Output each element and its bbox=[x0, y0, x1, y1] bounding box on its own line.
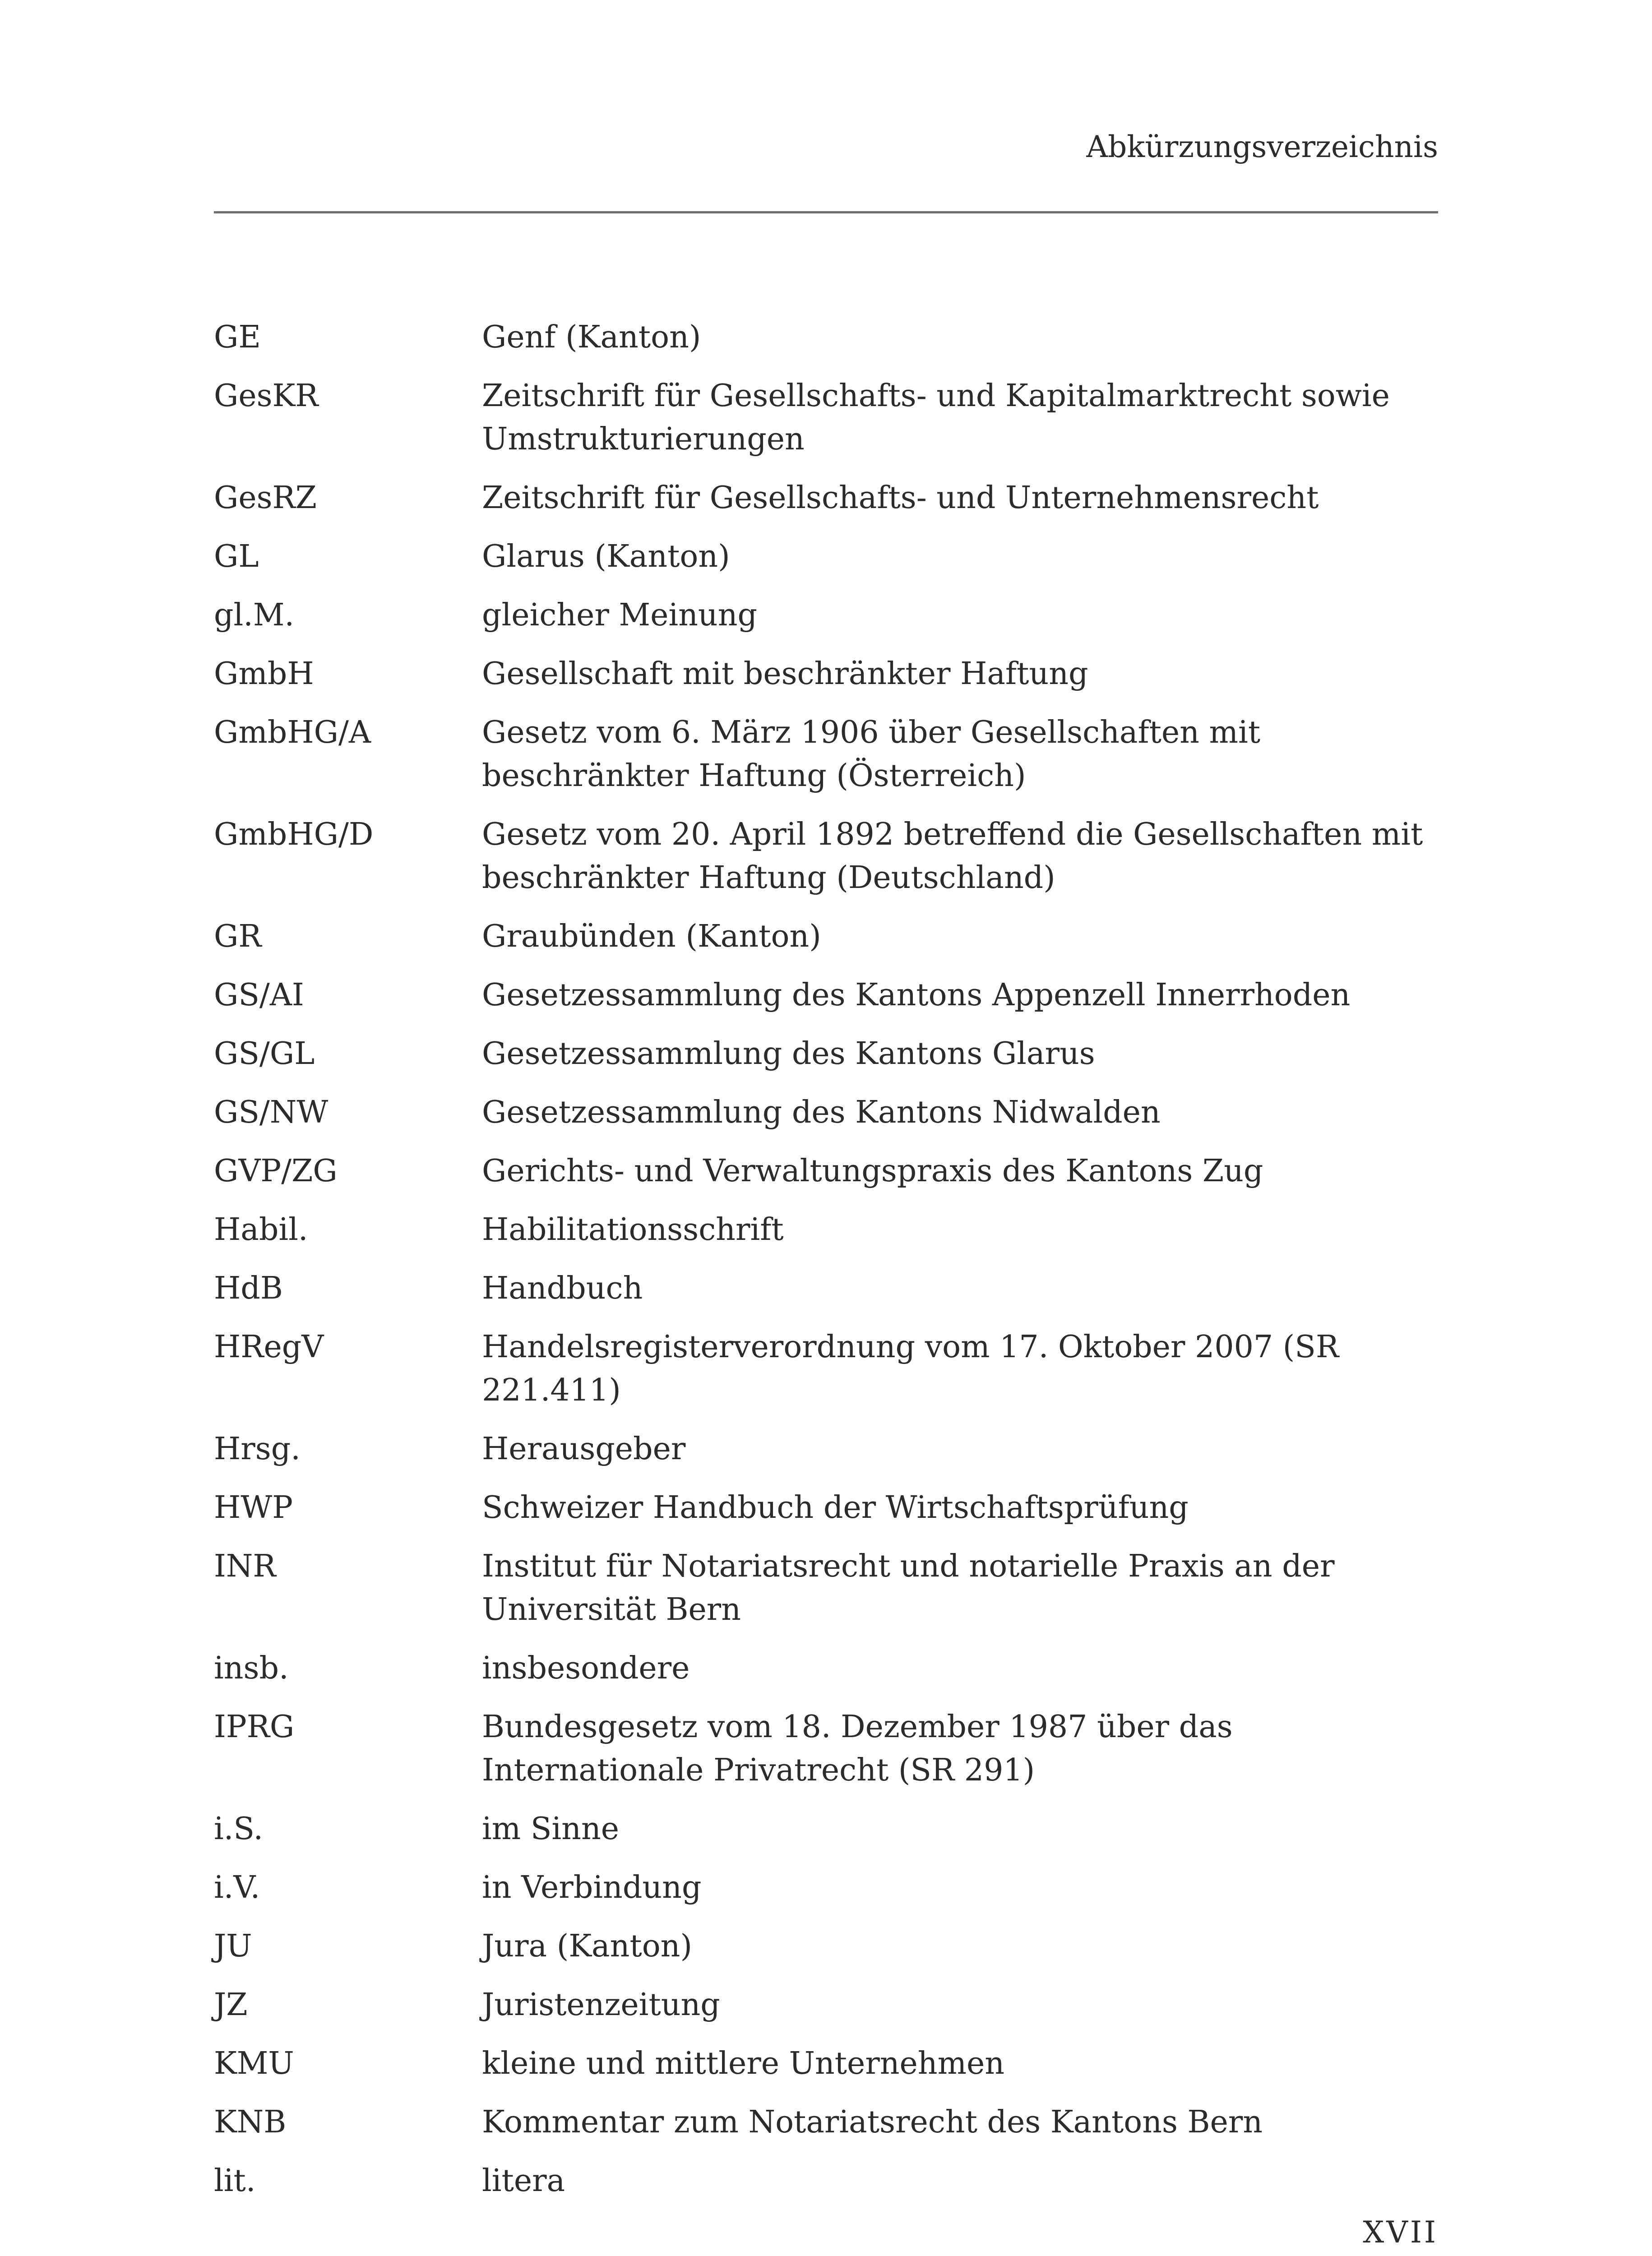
abbreviation: GS/NW bbox=[214, 1095, 329, 1130]
abbreviation-entry bbox=[214, 915, 1438, 958]
abbreviation-entry bbox=[214, 1091, 1438, 1134]
abbreviation-definition: litera bbox=[482, 2163, 565, 2199]
abbreviation: GL bbox=[214, 539, 259, 574]
abbreviation-entry bbox=[214, 652, 1438, 696]
abbreviation-definition: Graubünden (Kanton) bbox=[482, 919, 821, 954]
abbreviation: GmbHG/D bbox=[214, 817, 374, 852]
abbreviation: GR bbox=[214, 919, 262, 954]
abbreviation-entry bbox=[214, 1150, 1438, 1193]
abbreviation-definition: Gesellschaft mit beschränkter Haftung bbox=[482, 656, 1088, 692]
abbreviation-definition: Jura (Kanton) bbox=[482, 1928, 692, 1964]
abbreviation-entry bbox=[214, 316, 1438, 359]
abbreviation-definition: Juristenzeitung bbox=[482, 1987, 720, 2023]
abbreviation-entry bbox=[214, 374, 1438, 461]
abbreviation-entry bbox=[214, 711, 1438, 798]
abbreviation-definition: Zeitschrift für Gesellschafts- und Kapitalmarktrecht sowie Umstrukturierungen bbox=[482, 378, 1390, 457]
abbreviation-entry bbox=[214, 594, 1438, 637]
abbreviation-definition: in Verbindung bbox=[482, 1870, 702, 1905]
abbreviation-definition: Habilitationsschrift bbox=[482, 1212, 784, 1248]
abbreviation-entry bbox=[214, 1208, 1438, 1252]
abbreviation-definition: Handbuch bbox=[482, 1271, 643, 1306]
abbreviation-entry bbox=[214, 1486, 1438, 1530]
abbreviation-entry bbox=[214, 1545, 1438, 1632]
abbreviation-definition: Gesetzessammlung des Kantons Glarus bbox=[482, 1036, 1095, 1072]
abbreviation: GS/GL bbox=[214, 1036, 315, 1072]
abbreviation-entry bbox=[214, 2159, 1438, 2203]
abbreviation-definition: Gerichts- und Verwaltungspraxis des Kantons Zug bbox=[482, 1153, 1263, 1189]
abbreviation-definition: Gesetz vom 20. April 1892 betreffend die Gesellschaften mit beschränkter Haftung (Deutschland) bbox=[482, 817, 1423, 896]
abbreviation: insb. bbox=[214, 1650, 289, 1686]
abbreviation-entry bbox=[214, 1925, 1438, 1968]
abbreviation-definition: Handelsregisterverordnung vom 17. Oktober 2007 (SR 221.411) bbox=[482, 1329, 1339, 1408]
header-rule bbox=[214, 211, 1438, 213]
abbreviation: GmbH bbox=[214, 656, 314, 692]
abbreviation: lit. bbox=[214, 2163, 256, 2199]
abbreviation-entry bbox=[214, 2101, 1438, 2144]
abbreviation-entry bbox=[214, 1647, 1438, 1690]
abbreviation: JU bbox=[214, 1928, 252, 1964]
abbreviation-list bbox=[214, 316, 1438, 2218]
abbreviation: GesRZ bbox=[214, 480, 317, 516]
abbreviation: HWP bbox=[214, 1490, 293, 1526]
abbreviation-entry bbox=[214, 974, 1438, 1017]
abbreviation-definition: Genf (Kanton) bbox=[482, 319, 701, 355]
page-number: XVII bbox=[1363, 2215, 1438, 2250]
abbreviation-entry bbox=[214, 476, 1438, 520]
abbreviation-definition: Gesetzessammlung des Kantons Nidwalden bbox=[482, 1095, 1161, 1130]
abbreviation: Habil. bbox=[214, 1212, 308, 1248]
abbreviation: HRegV bbox=[214, 1329, 324, 1365]
abbreviation: GmbHG/A bbox=[214, 715, 371, 750]
abbreviation: i.V. bbox=[214, 1870, 260, 1905]
abbreviation-entry bbox=[214, 1326, 1438, 1412]
abbreviation: JZ bbox=[214, 1987, 248, 2023]
abbreviation: GS/AI bbox=[214, 977, 304, 1013]
abbreviation: IPRG bbox=[214, 1709, 295, 1745]
abbreviation-definition: Glarus (Kanton) bbox=[482, 539, 730, 574]
abbreviation-definition: Gesetzessammlung des Kantons Appenzell Innerrhoden bbox=[482, 977, 1351, 1013]
abbreviation-definition: Kommentar zum Notariatsrecht des Kantons Bern bbox=[482, 2104, 1263, 2140]
abbreviation-definition: insbesondere bbox=[482, 1650, 690, 1686]
abbreviation-definition: Herausgeber bbox=[482, 1431, 686, 1467]
abbreviation-definition: Zeitschrift für Gesellschafts- und Unternehmensrecht bbox=[482, 480, 1319, 516]
abbreviation-entry bbox=[214, 1866, 1438, 1909]
abbreviation-definition: im Sinne bbox=[482, 1811, 620, 1847]
abbreviation: GVP/ZG bbox=[214, 1153, 338, 1189]
abbreviation-entry bbox=[214, 1983, 1438, 2027]
running-header: Abkürzungsverzeichnis bbox=[1086, 129, 1438, 164]
abbreviation-definition: Schweizer Handbuch der Wirtschaftsprüfung bbox=[482, 1490, 1189, 1526]
abbreviation-definition: Bundesgesetz vom 18. Dezember 1987 über das Internationale Privatrecht (SR 291) bbox=[482, 1709, 1233, 1788]
abbreviation: KMU bbox=[214, 2046, 294, 2081]
abbreviation-definition: gleicher Meinung bbox=[482, 597, 758, 633]
abbreviation: gl.M. bbox=[214, 597, 295, 633]
abbreviation-entry bbox=[214, 1428, 1438, 1471]
abbreviation-definition: kleine und mittlere Unternehmen bbox=[482, 2046, 1005, 2081]
abbreviation-entry bbox=[214, 1032, 1438, 1076]
abbreviation: INR bbox=[214, 1549, 276, 1584]
abbreviation: HdB bbox=[214, 1271, 283, 1306]
abbreviation-definition: Institut für Notariatsrecht und notarielle Praxis an der Universität Bern bbox=[482, 1549, 1335, 1627]
abbreviation-entry bbox=[214, 2042, 1438, 2085]
abbreviation: KNB bbox=[214, 2104, 287, 2140]
abbreviation-entry bbox=[214, 535, 1438, 578]
abbreviation-entry bbox=[214, 1808, 1438, 1851]
abbreviation-entry bbox=[214, 813, 1438, 900]
abbreviation-entry bbox=[214, 1706, 1438, 1792]
abbreviation: Hrsg. bbox=[214, 1431, 301, 1467]
abbreviation: i.S. bbox=[214, 1811, 264, 1847]
abbreviation: GE bbox=[214, 319, 261, 355]
abbreviation-definition: Gesetz vom 6. März 1906 über Gesellschaften mit beschränkter Haftung (Österreich) bbox=[482, 715, 1261, 794]
abbreviation-entry bbox=[214, 1267, 1438, 1310]
abbreviation: GesKR bbox=[214, 378, 319, 414]
